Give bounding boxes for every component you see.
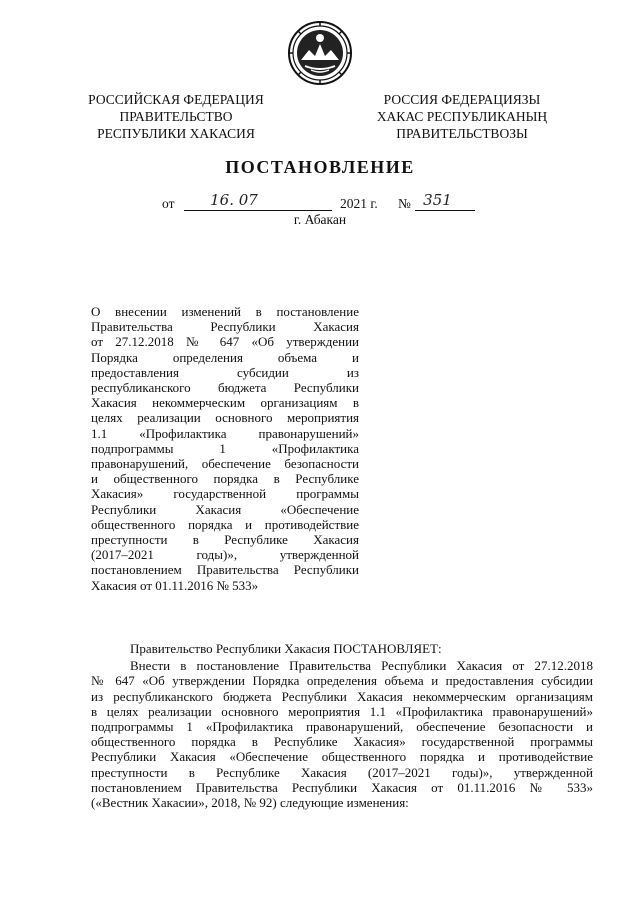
resolution-body xyxy=(91,641,593,810)
body-line: преступности в Республике Хакасия (2017–2021 годы)», утвержденной xyxy=(91,764,593,780)
subject-line: Порядка определения объема и xyxy=(91,349,359,365)
subject-line: Хакасия от 01.11.2016 № 533» xyxy=(91,577,259,593)
date-year: 2021 г. xyxy=(340,196,378,211)
subject-line: преступности в Республике Хакасия xyxy=(91,532,359,548)
city-label: г. Абакан xyxy=(293,212,347,227)
subject-line: Хакасия» государственной программы xyxy=(91,486,359,502)
header-left-line-2: ПРАВИТЕЛЬСТВО xyxy=(119,109,233,124)
body-line: постановлением Правительства Республики Хакасия от 01.11.2016 № 533» xyxy=(91,779,593,795)
subject-line: Хакасия некоммерческим организациям в xyxy=(91,395,359,411)
subject-line: целях реализации основного мероприятия xyxy=(91,410,359,426)
subject-line: от 27.12.2018 № 647 «Об утверждении xyxy=(91,334,359,350)
body-line: Внести в постановление Правительства Республики Хакасия от 27.12.2018 xyxy=(130,658,593,674)
subject-block xyxy=(91,304,359,593)
subject-line: предоставления субсидии из xyxy=(91,364,359,380)
subject-line: (2017–2021 годы)», утвержденной xyxy=(91,547,359,563)
document-title: ПОСТАНОВЛЕНИЕ xyxy=(225,157,415,177)
subject-line: постановлением Правительства Республики xyxy=(91,562,359,578)
body-line: Республики Хакасия «Обеспечение общественного порядка и противодействие xyxy=(91,749,593,765)
body-line: подпрограммы 1 «Профилактика правонарушений, обеспечение безопасности и xyxy=(91,719,593,735)
number-label: № xyxy=(398,196,411,211)
coat-of-arms-icon xyxy=(287,20,353,86)
body-line: № 647 «Об утверждении Порядка определения объема и предоставления субсидии xyxy=(91,673,593,689)
header-left-line-3: РЕСПУБЛИКИ ХАКАСИЯ xyxy=(97,126,255,141)
header-left xyxy=(36,91,316,142)
header-left-line-1: РОССИЙСКАЯ ФЕДЕРАЦИЯ xyxy=(88,92,264,107)
subject-line: 1.1 «Профилактика правонарушений» xyxy=(91,425,359,441)
body-line: («Вестник Хакасии», 2018, № 92) следующие изменения: xyxy=(91,795,409,811)
body-line: общественного порядка в Республике Хакасия» государственной программы xyxy=(91,734,593,750)
header-right xyxy=(322,91,602,142)
header-right-line-3: ПРАВИТЕЛЬСТВОЗЫ xyxy=(396,126,528,141)
date-prefix: от xyxy=(162,196,175,211)
subject-line: и общественного порядка в Республике xyxy=(91,471,359,487)
subject-line: Правительства Республики Хакасия xyxy=(91,319,359,335)
header-right-line-2: ХАКАС РЕСПУБЛИКАНЫҢ xyxy=(376,109,548,124)
subject-line: общественного порядка и противодействие xyxy=(91,516,359,532)
subject-line: подпрограммы 1 «Профилактика xyxy=(91,440,359,456)
body-line: из республиканского бюджета Республики Хакасия некоммерческим организациям xyxy=(91,688,593,704)
handwritten-number: 351 xyxy=(423,191,452,209)
handwritten-date: 16. 07 xyxy=(210,191,258,209)
subject-line: республиканского бюджета Республики xyxy=(91,380,359,396)
header-right-line-1: РОССИЯ ФЕДЕРАЦИЯЗЫ xyxy=(383,92,541,107)
preamble: Правительство Республики Хакасия ПОСТАНОВЛЯЕТ: xyxy=(130,641,442,656)
subject-line: Республики Хакасия «Обеспечение xyxy=(91,501,359,517)
body-line: в целях реализации основного мероприятия 1.1 «Профилактика правонарушений» xyxy=(91,703,593,719)
subject-line: правонарушений, обеспечение безопасности xyxy=(91,456,359,472)
subject-line: О внесении изменений в постановление xyxy=(91,304,359,319)
